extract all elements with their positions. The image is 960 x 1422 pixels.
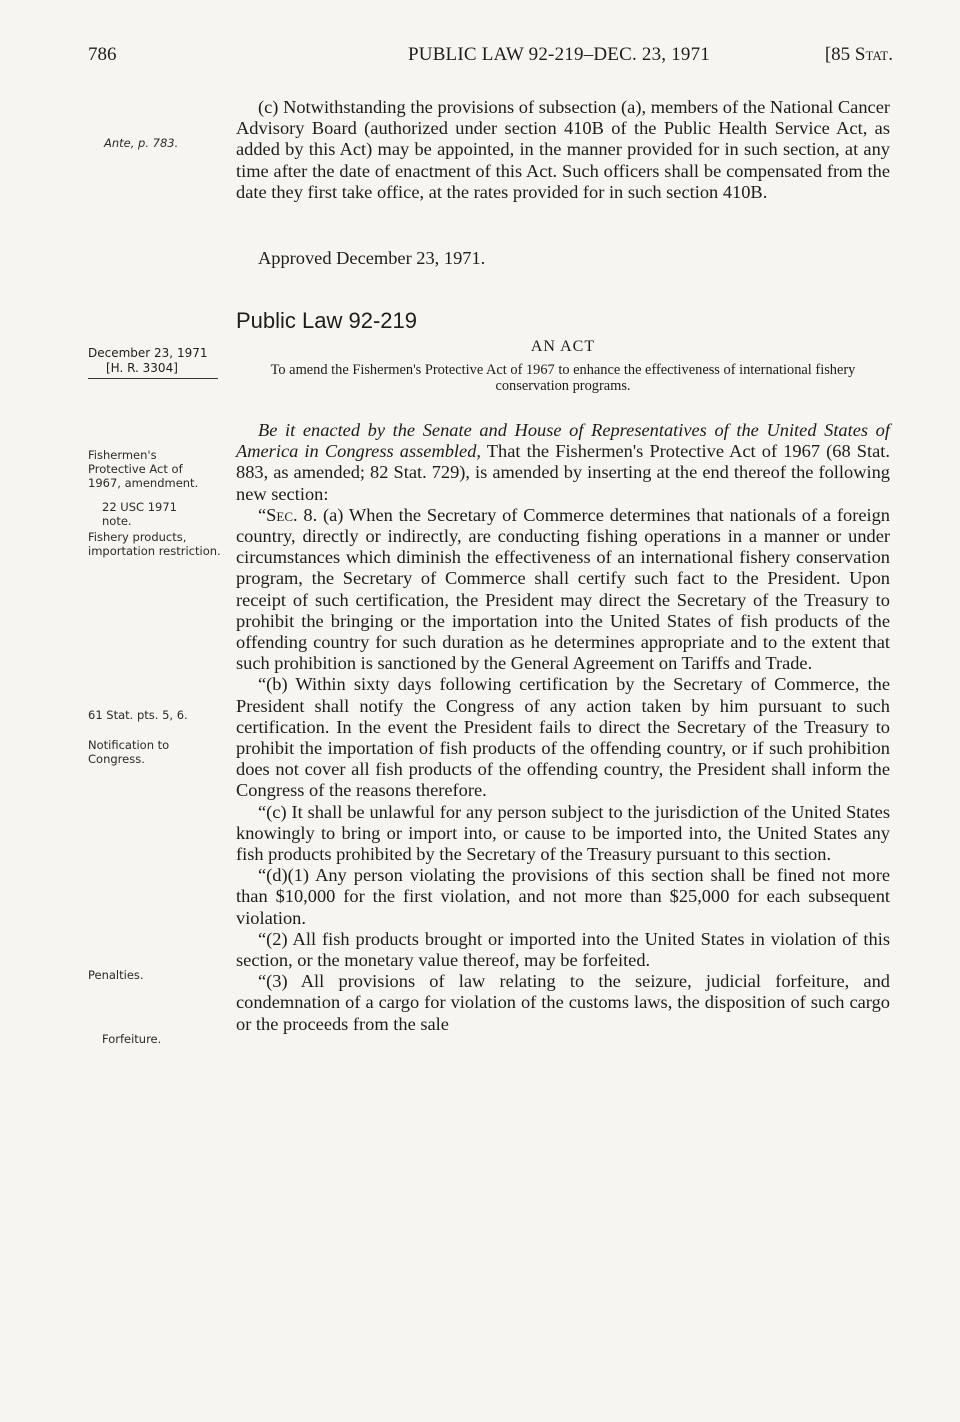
- running-title: PUBLIC LAW 92-219–DEC. 23, 1971: [408, 44, 710, 65]
- section-8-b: “(b) Within sixty days following certification by the Secretary of Commerce, the President shall notify the Congress of any action taken by him pursuant to such certification. In the event the President fails to direct the Secretary of the Treasury to prohibit the importation of fish products of the offending country, or if such prohibition does not cover all fish products of the offending country, the President shall inform the Congress of the reasons therefore.: [236, 674, 890, 801]
- margin-note-forfeiture: Forfeiture.: [102, 1032, 162, 1046]
- section-8-c: “(c) It shall be unlawful for any person subject to the jurisdiction of the United States knowingly to bring or import into, or cause to be imported into, the United States any fish products prohibited by the Secretary of the Treasury pursuant to this section.: [236, 801, 890, 865]
- margin-bill-number: [H. R. 3304]: [106, 361, 178, 375]
- section-8-a: “Sec. 8. (a) When the Secretary of Commerce determines that nationals of a foreign country, directly or indirectly, are conducting fishing operations in a manner or under circumstances which diminish the effectiveness of an international fishery conservation program, the Secretary of Commerce shall certify such fact to the President. Upon receipt of such certification, the President may direct the Secretary of the Treasury to prohibit the bringing or the importation into the United States of fish products of the offending country for such duration as he determines appropriate and to the extent that such prohibition is sanctioned by the General Agreement on Tariffs and Trade.: [236, 504, 890, 674]
- previous-section-body: [236, 97, 890, 203]
- margin-note-notification: Notification to Congress.: [88, 738, 170, 766]
- enacting-clause: Be it enacted by the Senate and House of Representatives of the United States of America in Congress assembled, That the Fishermen's Protective Act of 1967 (68 Stat. 883, as amended; 82 Stat. 729), is amended by inserting at the end thereof the following new section:: [236, 420, 890, 504]
- margin-note-fishermen: Fishermen's Protective Act of 1967, amendment.: [88, 448, 199, 490]
- section-8-d2: “(2) All fish products brought or imported into the United States in violation of this section, or the monetary value thereof, may be forfeited.: [236, 928, 890, 971]
- approval-date: Approved December 23, 1971.: [258, 248, 486, 268]
- margin-note-usc: 22 USC 1971 note.: [102, 500, 177, 528]
- margin-date: December 23, 1971: [88, 346, 208, 360]
- page-header: [88, 44, 893, 76]
- section-8-d1: “(d)(1) Any person violating the provisions of this section shall be fined not more than $10,000 for the first violation, and not more than $25,000 for each subsequent violation.: [236, 865, 890, 928]
- margin-note-fishery: Fishery products, importation restriction.: [88, 530, 221, 558]
- paragraph-c: (c) Notwithstanding the provisions of subsection (a), members of the National Cancer Advisory Board (authorized under section 410B of the Public Health Service Act, as added by this Act) may be appointed, in the manner provided for in such section, at any time after the date of enactment of this Act. Such officers shall be compensated from the date they first take office, at the rates provided for in such section 410B.: [236, 97, 890, 202]
- margin-note-stat61: 61 Stat. pts. 5, 6.: [88, 708, 188, 722]
- margin-note-ante: Ante, p. 783.: [104, 136, 179, 150]
- margin-rule: [88, 378, 218, 379]
- act-body: [236, 420, 890, 1035]
- margin-note-penalties: Penalties.: [88, 968, 144, 982]
- act-purpose: To amend the Fishermen's Protective Act of 1967 to enhance the effectiveness of international fishery conservation programs.: [270, 362, 856, 394]
- statute-reference: [85 Stat.: [824, 44, 893, 65]
- page-number: 786: [88, 44, 117, 65]
- an-act-heading: AN ACT: [530, 338, 596, 355]
- section-8-d3: “(3) All provisions of law relating to the seizure, judicial forfeiture, and condemnation of a cargo for violation of the customs laws, the disposition of such cargo or the proceeds from the sale: [236, 971, 890, 1034]
- margin-date-block: [88, 346, 228, 379]
- law-title: Public Law 92-219: [236, 308, 418, 333]
